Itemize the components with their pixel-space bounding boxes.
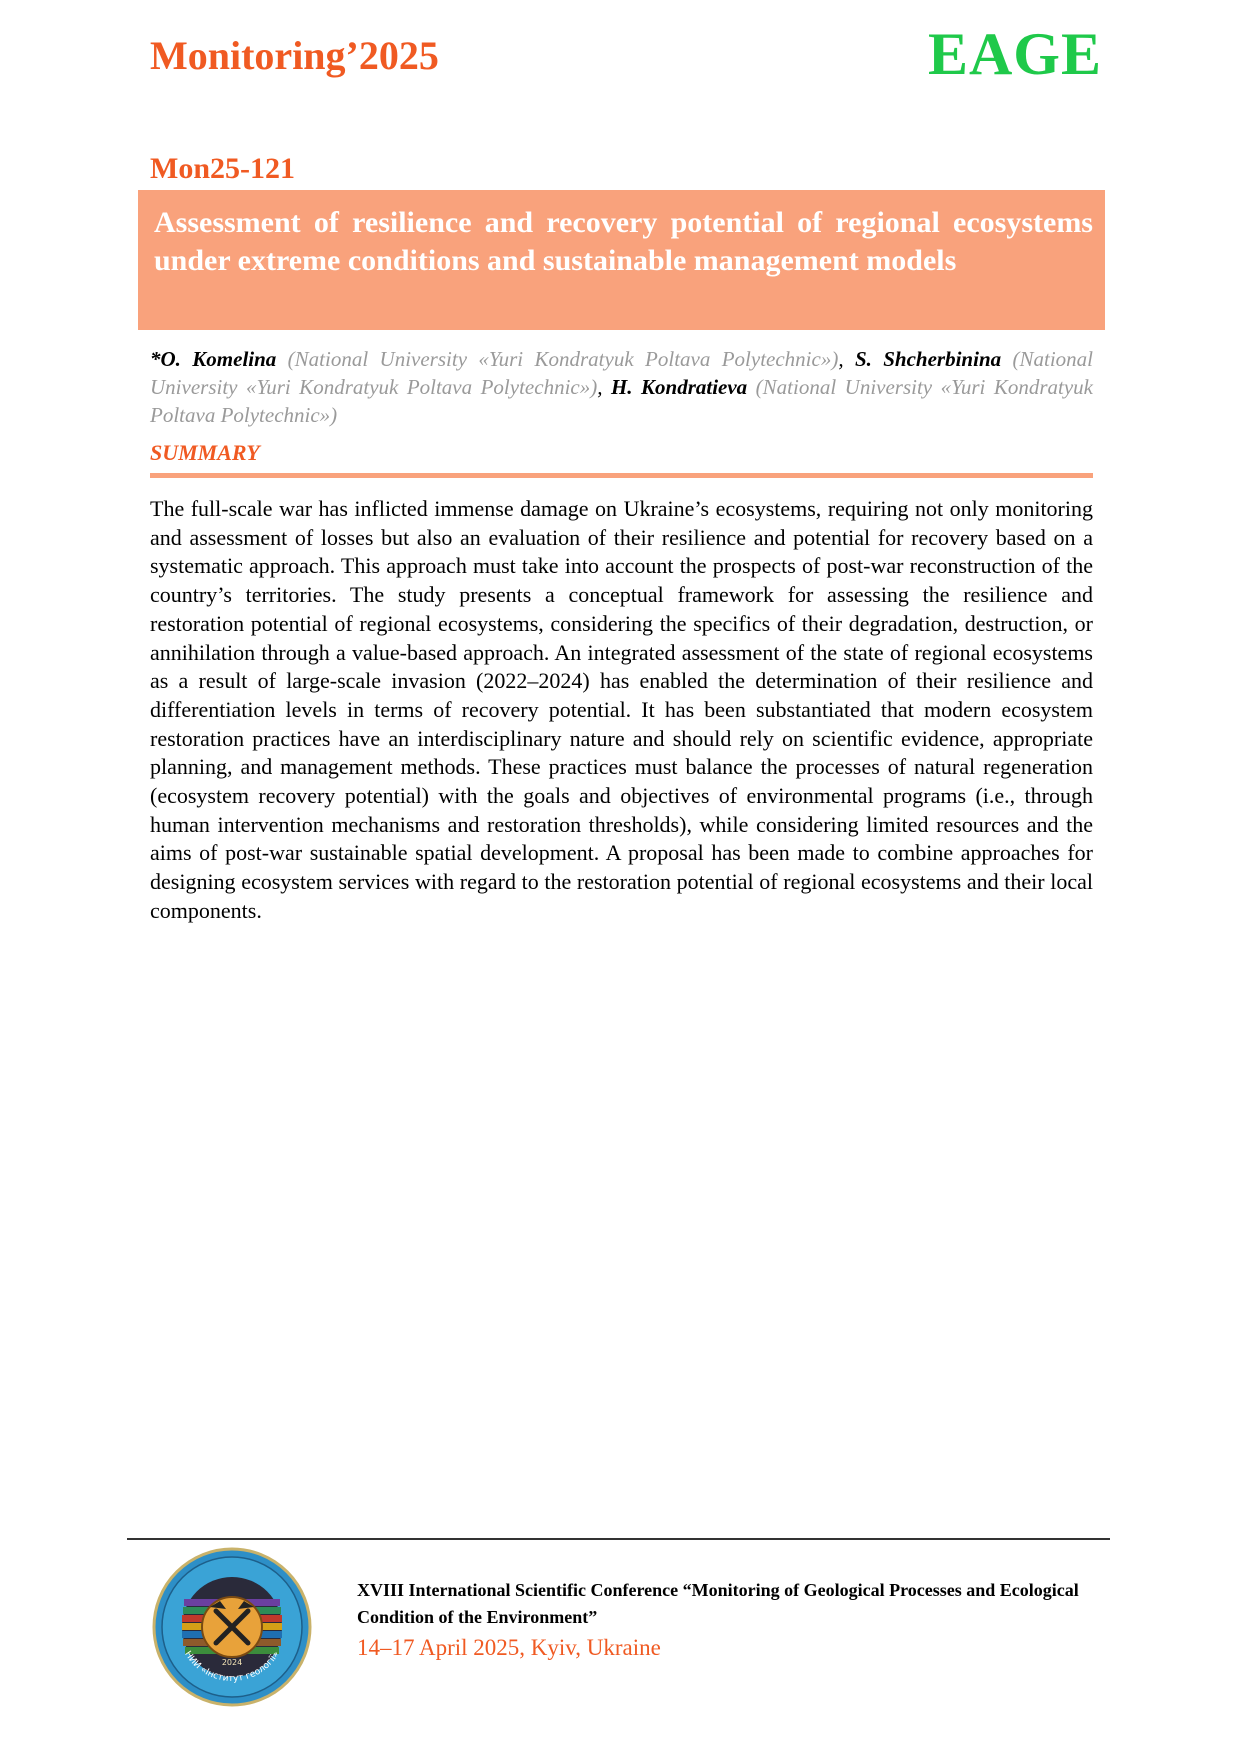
institute-seal-icon (152, 1547, 312, 1707)
conference-short-title: Monitoring’2025 (150, 33, 439, 78)
author-affiliation: (National University «Yuri Kondratyuk Poltava Polytechnic») (150, 347, 1094, 399)
paper-title: Assessment of resilience and recovery potential of regional ecosystems under extreme conditions and sustainable management models (154, 206, 1093, 277)
seal-text: НИИ «Інститут геології» (182, 1649, 282, 1685)
author-affiliation: (National University «Yuri Kondratyuk Poltava Polytechnic») (287, 347, 839, 371)
author-separator: , (597, 375, 611, 399)
summary-divider (150, 473, 1093, 478)
author-name: H. Kondratieva (610, 375, 748, 399)
title-banner (138, 190, 1105, 330)
author-name: *O. Komelina (150, 347, 277, 371)
author-name: S. Shcherbinina (854, 347, 1002, 371)
conference-dates-location: 14–17 April 2025, Kyiv, Ukraine (357, 1635, 661, 1660)
conference-full-name: XVIII International Scientific Conference “Monitoring of Geological Processes and Ecological Condition of the Environment” (357, 1580, 1079, 1627)
author-affiliation: (National University «Yuri Kondratyuk Poltava Polytechnic») (150, 375, 1093, 427)
author-separator: , (838, 347, 855, 371)
footer-divider (127, 1538, 1110, 1540)
author-list (150, 345, 1093, 429)
eage-logo: EAGE (927, 21, 1102, 87)
paper-id: Mon25-121 (150, 152, 295, 185)
summary-heading: SUMMARY (150, 440, 260, 465)
abstract-text: The full-scale war has inflicted immense damage on Ukraine’s ecosystems, requiring not only monitoring and assessment of losses but also an evaluation of their resilience and potential for recovery based on a systematic approach. This approach must take into account the prospects of post-war reconstruction of the country’s territories. The study presents a conceptual framework for assessing the resilience and restoration potential of regional ecosystems, considering the specifics of their degradation, destruction, or annihilation through a value-based approach. An integrated assessment of the state of regional ecosystems as a result of large-scale invasion (2022–2024) has enabled the determination of their resilience and differentiation levels in terms of recovery potential. It has been substantiated that modern ecosystem restoration practices have an interdisciplinary nature and should rely on scientific evidence, appropriate planning, and management methods. These practices must balance the processes of natural regeneration (ecosystem recovery potential) with the goals and objectives of environmental programs (i.e., through human intervention mechanisms and restoration thresholds), while considering limited resources and the aims of post-war sustainable spatial development. A proposal has been made to combine approaches for designing ecosystem services with regard to the restoration potential of regional ecosystems and their local components. (150, 496, 1093, 923)
seal-year: 2024 (221, 1658, 243, 1667)
